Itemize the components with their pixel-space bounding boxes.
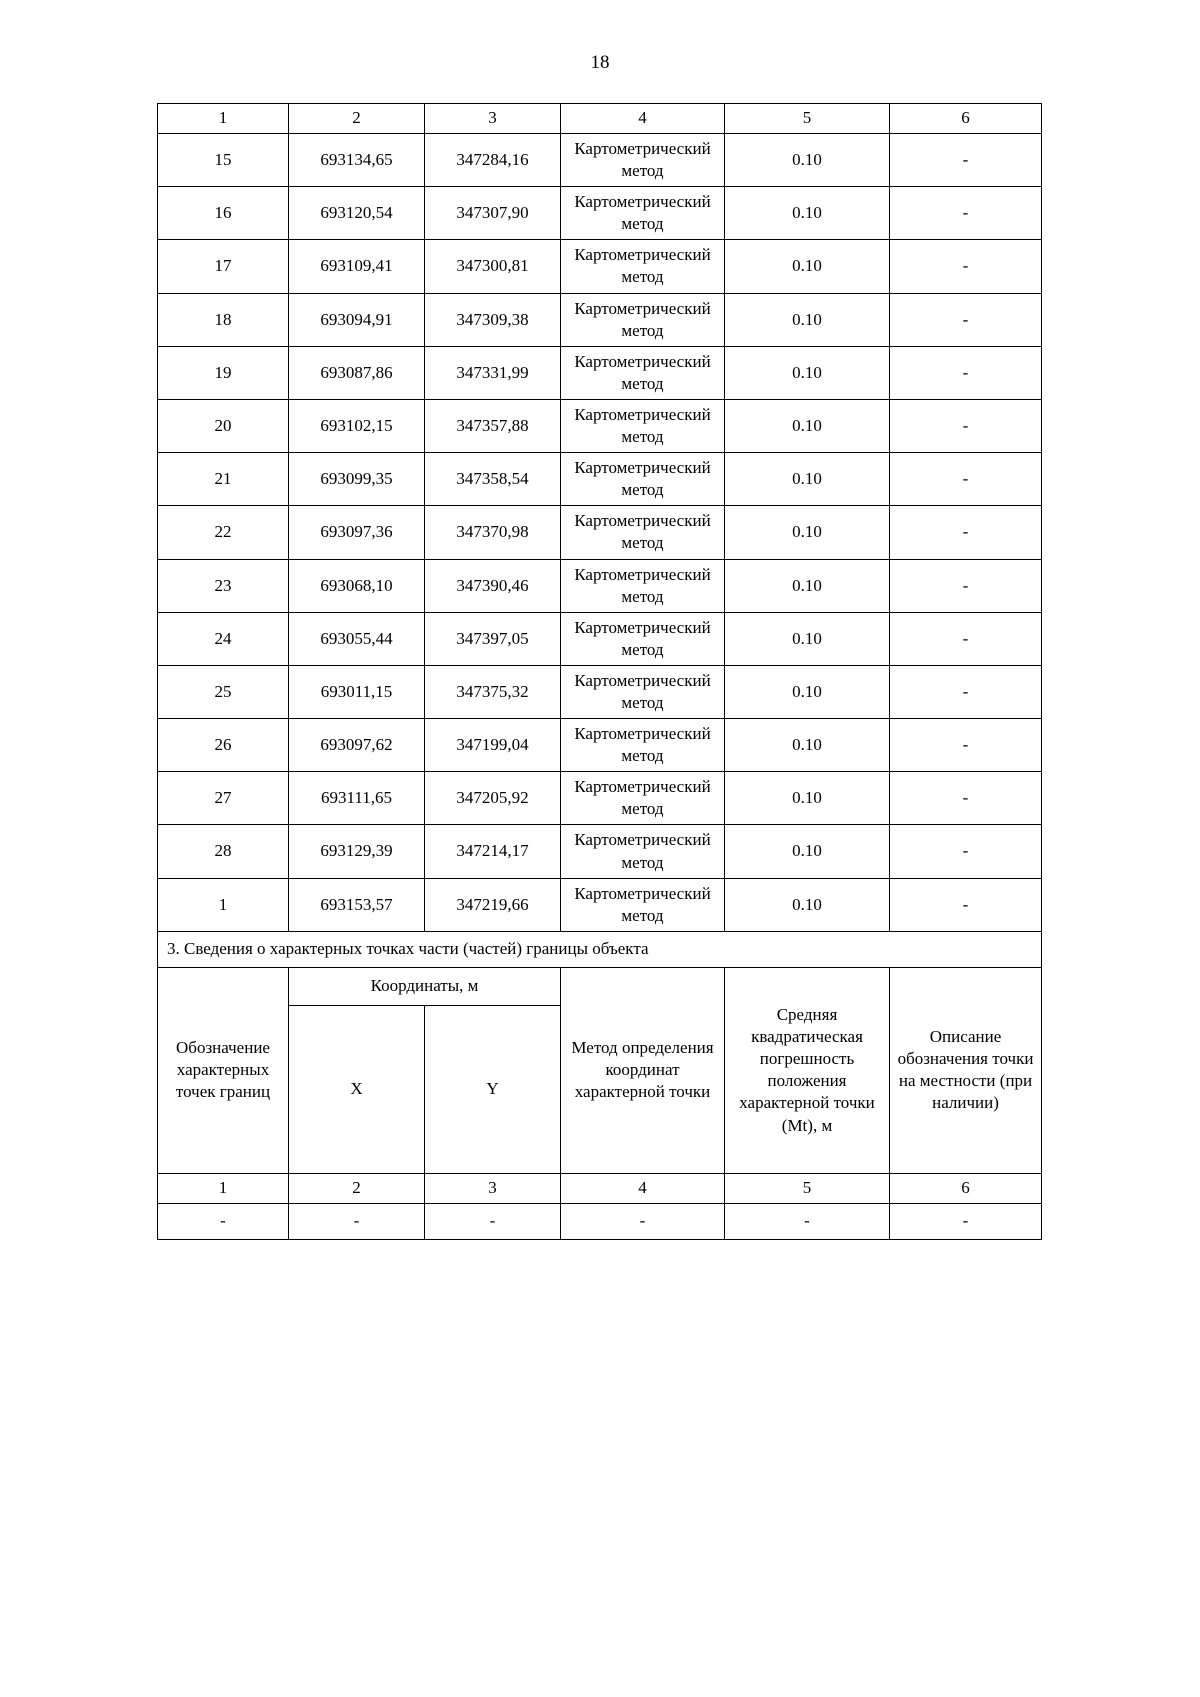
coord-y-cell: 347214,17 [425,825,561,878]
colnum-3: 3 [425,104,561,134]
coord-y-cell: 347307,90 [425,187,561,240]
point-number-cell: 25 [158,665,289,718]
coord-x-cell: 693153,57 [289,878,425,931]
document-content [157,103,1041,1240]
error-cell: 0.10 [725,825,890,878]
method-cell: Картометрический метод [561,772,725,825]
error-cell: 0.10 [725,878,890,931]
coord-y-cell: 347284,16 [425,134,561,187]
section-title: 3. Сведения о характерных точках части (частей) границы объекта [158,931,1042,967]
point-number-cell: 17 [158,240,289,293]
error-cell: 0.10 [725,665,890,718]
description-cell: - [890,399,1042,452]
error-cell: 0.10 [725,346,890,399]
point-number-cell: 19 [158,346,289,399]
table-row [158,772,1042,825]
error-cell: 0.10 [725,399,890,452]
point-number-cell: 16 [158,187,289,240]
t2-colnum-1: 1 [158,1173,289,1203]
point-number-cell: 22 [158,506,289,559]
description-cell: - [890,506,1042,559]
table1-colnum-head [158,104,1042,134]
t2-dash-4: - [561,1203,725,1239]
t2-colnum-3: 3 [425,1173,561,1203]
coord-x-cell: 693111,65 [289,772,425,825]
table2-empty-row [158,1203,1042,1239]
page-number: 18 [590,52,610,73]
table-row [158,825,1042,878]
coord-x-cell: 693087,86 [289,346,425,399]
method-cell: Картометрический метод [561,825,725,878]
table-row [158,134,1042,187]
table-row [158,878,1042,931]
coord-y-cell: 347390,46 [425,559,561,612]
x-label: X [289,1005,425,1173]
table1-body [158,134,1042,932]
table-row [158,240,1042,293]
description-cell: - [890,559,1042,612]
method-cell: Картометрический метод [561,506,725,559]
description-cell: - [890,878,1042,931]
point-number-cell: 24 [158,612,289,665]
description-cell: - [890,346,1042,399]
colnum-4: 4 [561,104,725,134]
t2-dash-3: - [425,1203,561,1239]
t2-dash-1: - [158,1203,289,1239]
description-cell: - [890,134,1042,187]
coord-x-cell: 693094,91 [289,293,425,346]
table-row [158,346,1042,399]
table-row [158,559,1042,612]
coord-x-cell: 693055,44 [289,612,425,665]
y-label: Y [425,1005,561,1173]
error-cell: 0.10 [725,453,890,506]
colnum-1: 1 [158,104,289,134]
t2-dash-2: - [289,1203,425,1239]
error-cell: 0.10 [725,772,890,825]
coordinates-table [157,103,1042,1240]
description-cell: - [890,240,1042,293]
coord-y-cell: 347357,88 [425,399,561,452]
colnum-2: 2 [289,104,425,134]
error-cell: 0.10 [725,719,890,772]
coord-y-cell: 347205,92 [425,772,561,825]
method-cell: Картометрический метод [561,293,725,346]
method-cell: Картометрический метод [561,665,725,718]
description-cell: - [890,665,1042,718]
coord-x-cell: 693011,15 [289,665,425,718]
coord-y-cell: 347309,38 [425,293,561,346]
section-title-row [158,931,1042,967]
coord-x-cell: 693134,65 [289,134,425,187]
coord-x-cell: 693102,15 [289,399,425,452]
point-number-cell: 21 [158,453,289,506]
description-cell: - [890,612,1042,665]
method-cell: Картометрический метод [561,240,725,293]
method-cell: Картометрический метод [561,559,725,612]
method-cell: Картометрический метод [561,453,725,506]
t2-dash-5: - [725,1203,890,1239]
colnum-6: 6 [890,104,1042,134]
method-cell: Картометрический метод [561,134,725,187]
error-cell: 0.10 [725,612,890,665]
table2-column-number-row [158,1173,1042,1203]
designation-header: Обозначение характерных точек границ [158,967,289,1173]
method-cell: Картометрический метод [561,399,725,452]
coord-y-cell: 347331,99 [425,346,561,399]
column-number-row [158,104,1042,134]
error-cell: 0.10 [725,134,890,187]
coord-y-cell: 347375,32 [425,665,561,718]
coord-y-cell: 347300,81 [425,240,561,293]
error-cell: 0.10 [725,559,890,612]
table-row [158,453,1042,506]
coordinates-header: Координаты, м [289,967,561,1005]
t2-colnum-5: 5 [725,1173,890,1203]
table2-header-row-top [158,967,1042,1005]
point-number-cell: 26 [158,719,289,772]
error-cell: 0.10 [725,506,890,559]
table-row [158,506,1042,559]
description-cell: - [890,719,1042,772]
table-row [158,665,1042,718]
description-cell: - [890,453,1042,506]
description-cell: - [890,187,1042,240]
error-cell: 0.10 [725,293,890,346]
coord-x-cell: 693129,39 [289,825,425,878]
coord-x-cell: 693097,36 [289,506,425,559]
error-header: Средняя квадратическая погрешность положения характерной точки (Mt), м [725,967,890,1173]
table-row [158,399,1042,452]
table-row [158,293,1042,346]
t2-colnum-6: 6 [890,1173,1042,1203]
coord-x-cell: 693099,35 [289,453,425,506]
coord-y-cell: 347199,04 [425,719,561,772]
coord-x-cell: 693068,10 [289,559,425,612]
coord-x-cell: 693120,54 [289,187,425,240]
coord-x-cell: 693109,41 [289,240,425,293]
point-number-cell: 20 [158,399,289,452]
t2-colnum-4: 4 [561,1173,725,1203]
table-row [158,612,1042,665]
point-number-cell: 27 [158,772,289,825]
method-header: Метод определения координат характерной точки [561,967,725,1173]
error-cell: 0.10 [725,240,890,293]
point-number-cell: 23 [158,559,289,612]
method-cell: Картометрический метод [561,346,725,399]
table-row [158,719,1042,772]
point-number-cell: 15 [158,134,289,187]
method-cell: Картометрический метод [561,612,725,665]
coord-y-cell: 347397,05 [425,612,561,665]
section3-and-table2 [158,931,1042,1239]
coord-y-cell: 347219,66 [425,878,561,931]
table-row [158,187,1042,240]
t2-dash-6: - [890,1203,1042,1239]
point-number-cell: 18 [158,293,289,346]
method-cell: Картометрический метод [561,187,725,240]
coord-y-cell: 347370,98 [425,506,561,559]
point-number-cell: 1 [158,878,289,931]
error-cell: 0.10 [725,187,890,240]
coord-x-cell: 693097,62 [289,719,425,772]
coord-y-cell: 347358,54 [425,453,561,506]
description-cell: - [890,293,1042,346]
description-cell: - [890,772,1042,825]
description-cell: - [890,825,1042,878]
t2-colnum-2: 2 [289,1173,425,1203]
description-header: Описание обозначения точки на местности (при наличии) [890,967,1042,1173]
method-cell: Картометрический метод [561,878,725,931]
point-number-cell: 28 [158,825,289,878]
method-cell: Картометрический метод [561,719,725,772]
colnum-5: 5 [725,104,890,134]
